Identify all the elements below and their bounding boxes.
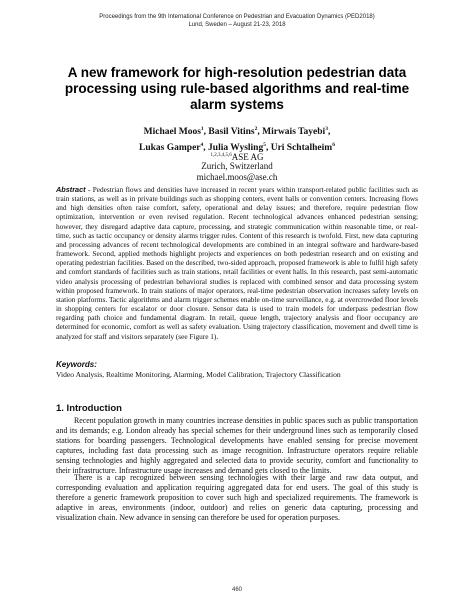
author-separator: , bbox=[203, 127, 209, 138]
keywords-colon: : bbox=[94, 360, 97, 369]
author-name: Uri Schtalheim bbox=[270, 143, 333, 154]
author-affiliation-mark: 1 bbox=[200, 126, 204, 132]
author-affiliation-mark: 6 bbox=[332, 142, 335, 149]
affiliation-city: Zurich, Switzerland bbox=[201, 161, 273, 171]
proceedings-header-line1: Proceedings from the 9th International Conference on Pedestrian and Evacuation Dynamics (PED2018) bbox=[99, 14, 375, 20]
affiliation-mark: 1,2,3,4,5,6 bbox=[210, 153, 232, 158]
keywords-list: Video Analysis, Realtime Monitoring, Alarming, Model Calibration, Trajectory Classification bbox=[56, 370, 341, 379]
paper-title: A new framework for high-resolution pedestrian data processing using rule-based algorithms and real-time alarm systems bbox=[64, 65, 410, 112]
author-affiliation-mark: 4 bbox=[200, 142, 204, 149]
abstract bbox=[56, 185, 418, 341]
author-name: Lukas Gamper bbox=[139, 143, 201, 154]
proceedings-header-line2: Lund, Sweden – August 21-23, 2018 bbox=[188, 22, 286, 28]
author-separator: , bbox=[327, 127, 331, 138]
author-name: Basil Vitins bbox=[208, 127, 255, 138]
author-name: Michael Moos bbox=[143, 127, 201, 138]
section-heading-introduction: 1. Introduction bbox=[56, 403, 122, 414]
affiliation-org-name: ASE AG bbox=[231, 152, 264, 162]
author-affiliation-mark: 5 bbox=[263, 142, 266, 149]
abstract-text: - Pedestrian flows and densities have increased in recent years within transport-related public facilities such as train stations, as well as in private buildings such as shopping centers, event halls or convention centers. Increasing flows and high densities often raise comfort, safety, operational and delay issues; and therefore, require pedestrian flow optimization, intervention or even revised regulation. Recent technological advances enhanced pedestrian sensing; however, they disregard adaptive data capture, processing, and strategic communication within reasonable time, or real-time, such as tactic occupancy or density alarms trigger rules. Content of this research is twofold. First, new data capturing and processing advances of recent technological developments are combined in an integral software and hardware-based framework. Second, applied methods highlight projects and experiences on both pedestrian research and on existing and operating pedestrian facilities. Based on the described, two-sided approach, proposed framework is able to fulfil high safety and comfort standards of facilities such as train stations, retail facilities or event halls. In this research, past semi-automatic video analysis processing of pedestrian behavioral studies is replaced with combined sensor and data processing system within proposed framework. In train stations of major operators, real-time pedestrian observation increases safety levels on station platforms. Tactic algorithms and alarm trigger schemes enable on-time surveillance, e.g. at overcrowded floor levels in shopping centers for escalator or door closure. Sensor data is used to train models for underpass pedestrian flow regarding path choice and fundamental diagram. In retail, queue length, trajectory analysis and floor occupancy are determined for economic, comfort as well as safety evaluation. Using trajectory classification, movement and dwell time is analyzed for staff and visitors separately (see Figure 1). bbox=[56, 185, 418, 341]
introduction-paragraph: Recent population growth in many countries increase densities in public spaces such as public transportation and its demands; e.g. London already has special schemes for their underground lines such as temporarily closed stations for boarding passengers. Technological developments have enabled sensing for precise movement captures, including fast data processing such as image recognition. Infrastructure operators require reliable sensing technologies and highly aggregated and selected data to provide security, comfort and functionality to their infrastructure. Infrastructure usage increases and demand gets closed to the limits. bbox=[56, 416, 418, 476]
keywords-heading bbox=[56, 360, 97, 370]
author-affiliation-mark: 3 bbox=[325, 126, 328, 132]
author-separator: , bbox=[257, 127, 263, 138]
author-name: Julia Wysling bbox=[208, 143, 264, 154]
contact-email: michael.moos@ase.ch bbox=[196, 172, 278, 182]
author-name: Mirwais Tayebi bbox=[262, 127, 326, 138]
author-separator: , bbox=[265, 143, 271, 154]
keywords-label: Keywords bbox=[56, 360, 95, 369]
author-separator: , bbox=[203, 143, 209, 154]
abstract-label: Abstract bbox=[56, 185, 86, 194]
introduction-paragraph: There is a cap recognized between sensing technologies with their large and raw data output, and corresponding evaluation and application requiring aggregated data for end users. The goal of this study is therefore a generic framework proposition to cover such high and specialized requirements. The framework is adaptive in areas, environments (indoor, outdoor) and relies on generic data capturing, processing and visualization chain. New advance in sensing can therefore be used for operation purposes. bbox=[56, 473, 418, 523]
page-number: 460 bbox=[231, 587, 242, 593]
author-affiliation-mark: 2 bbox=[254, 126, 258, 132]
